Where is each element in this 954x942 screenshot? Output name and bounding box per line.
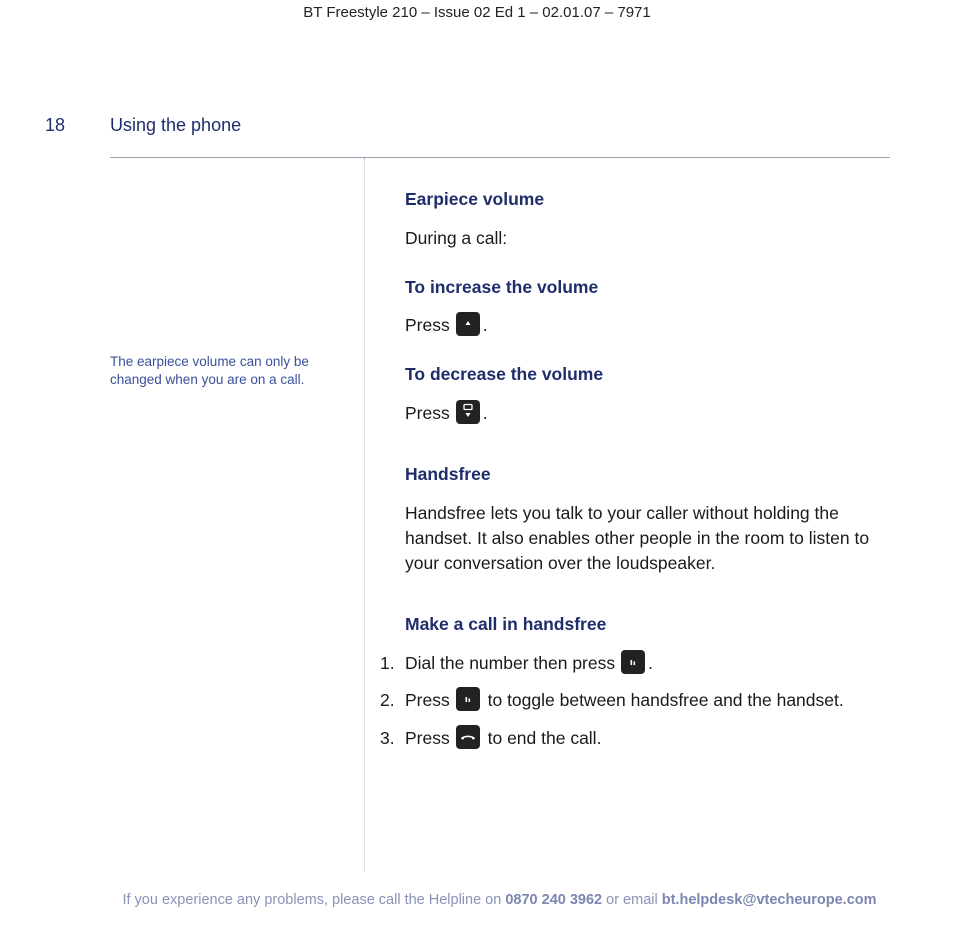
decrease-volume-heading: To decrease the volume — [405, 364, 604, 384]
step-text: Press — [405, 690, 450, 710]
step-number: 1. — [380, 653, 395, 673]
handsfree-description: Handsfree lets you talk to your caller without holding the handset. It also enables other people in the room to listen to your conversation over the loudspeaker. — [405, 503, 870, 573]
handsfree-heading: Handsfree — [405, 464, 491, 484]
step-text-end: to toggle between handsfree and the handset. — [487, 690, 844, 710]
document-header: BT Freestyle 210 – Issue 02 Ed 1 – 02.01.07 – 7971 — [303, 4, 651, 21]
press-label: Press — [405, 403, 450, 423]
make-call-handsfree-heading: Make a call in handsfree — [405, 614, 607, 634]
step-text: Dial the number then press — [405, 653, 616, 673]
end-call-key-icon — [456, 725, 480, 749]
handsfree-key-icon — [621, 650, 645, 674]
earpiece-volume-heading: Earpiece volume — [405, 189, 545, 209]
step-number: 3. — [380, 728, 395, 748]
side-note: The earpiece volume can only be changed when you are on a call. — [110, 354, 309, 387]
step-end: . — [648, 653, 653, 673]
step-text: Press — [405, 728, 450, 748]
increase-volume-heading: To increase the volume — [405, 277, 599, 297]
increase-volume-instruction — [405, 313, 488, 338]
volume-up-key-icon — [456, 312, 480, 336]
step-text-end: to end the call. — [487, 728, 602, 748]
header-rule — [110, 157, 890, 158]
period: . — [482, 403, 488, 423]
step-2 — [380, 688, 844, 713]
during-call-text: During a call: — [405, 228, 508, 248]
helpdesk-email: bt.helpdesk@vtecheurope.com — [661, 892, 877, 908]
step-3 — [380, 726, 602, 751]
step-1 — [380, 651, 653, 676]
column-divider — [364, 158, 365, 872]
press-label: Press — [405, 315, 450, 335]
handsfree-key-icon — [456, 687, 480, 711]
footer-text: If you experience any problems, please call the Helpline on — [122, 892, 502, 908]
footer-text-mid: or email — [606, 892, 658, 908]
section-title: Using the phone — [110, 115, 242, 135]
helpline-footer — [0, 892, 954, 908]
helpline-phone: 0870 240 3962 — [505, 892, 603, 908]
step-number: 2. — [380, 690, 395, 710]
decrease-volume-instruction — [405, 401, 488, 426]
page-number: 18 — [45, 115, 66, 135]
period: . — [482, 315, 488, 335]
volume-down-key-icon — [456, 400, 480, 424]
